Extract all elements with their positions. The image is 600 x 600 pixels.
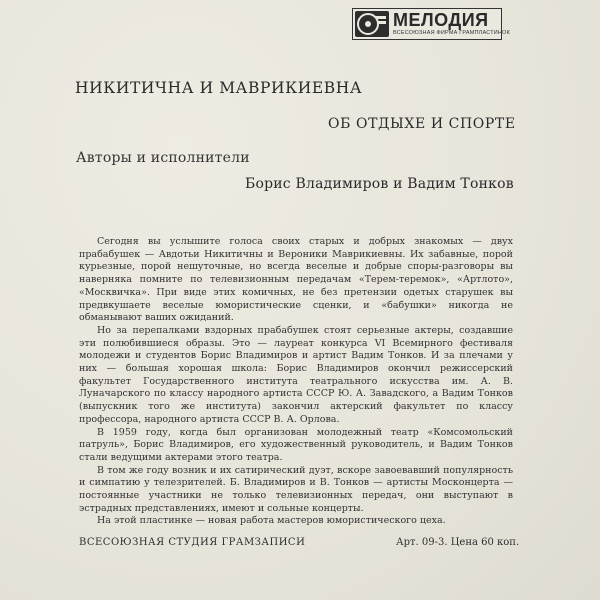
melodiya-emblem-icon <box>355 11 389 37</box>
brand-name: МЕЛОДИЯ <box>393 10 489 30</box>
authors-names: Борис Владимиров и Вадим Тонков <box>245 176 514 192</box>
authors-label: Авторы и исполнители <box>76 150 250 166</box>
brand-subtitle: ВСЕСОЮЗНАЯ ФИРМА ГРАМПЛАСТИНОК <box>393 30 510 36</box>
liner-paragraph: Но за перепалками вздорных прабабушек стоят серьезные актеры, создавшие эти полюбившиеся образы. Это — лауреат конкурса VI Всемирного фестиваля молодежи и студентов Борис Владимиров и артист Вадим Тонков. И за плечами у них — большая хорошая школа: Борис Владимиров окончил режиссерский факультет Государственного института театрального искусства им. А. В. Луначарского по классу народного артиста СССР Ю. А. Завадского, а Вадим Тонков (выпускник того же института) закончил актерский факультет по классу профессора, народного артиста СССР В. А. Орлова. <box>79 324 513 425</box>
melodiya-logo <box>352 8 510 40</box>
record-title: НИКИТИЧНА И МАВРИКИЕВНА <box>75 79 363 97</box>
liner-notes <box>79 236 513 528</box>
catalog-price: Арт. 09-3. Цена 60 коп. <box>396 537 520 548</box>
record-subtitle: ОБ ОТДЫХЕ И СПОРТЕ <box>328 116 516 132</box>
liner-paragraph: На этой пластинке — новая работа мастеров юмористического цеха. <box>97 515 446 527</box>
studio-name: ВСЕСОЮЗНАЯ СТУДИЯ ГРАМЗАПИСИ <box>79 537 306 548</box>
liner-paragraph: Сегодня вы услышите голоса своих старых и добрых знакомых — двух прабабушек — Авдотьи Никитичны и Вероники Маврикиевны. Их забавные, порой курьезные, порой нешуточные, но всегда веселые и добрые споры-разговоры вы наверняка помните по телевизионным передачам «Терем-теремок», «Артлото», «Москвичка». При виде этих комичных, не без претензии одетых старушек вы предвкушаете веселые юмористические сценки, и «бабушки» никогда не обманывают ваших ожиданий. <box>79 236 513 324</box>
liner-paragraph: В 1959 году, когда был организован молодежный театр «Комсомольский патруль», Борис Владимиров, его художественный руководитель, и Вадим Тонков стали ведущими актерами этого театра. <box>79 426 513 463</box>
liner-paragraph: В том же году возник и их сатирический дуэт, вскоре завоевавший популярность и симпатию у телезрителей. Б. Владимиров и В. Тонков — артисты Москонцерта — постоянные участники не только телевизионных передач, они выступают в эстрадных представлениях, имеют и сольные концерты. <box>79 464 513 514</box>
